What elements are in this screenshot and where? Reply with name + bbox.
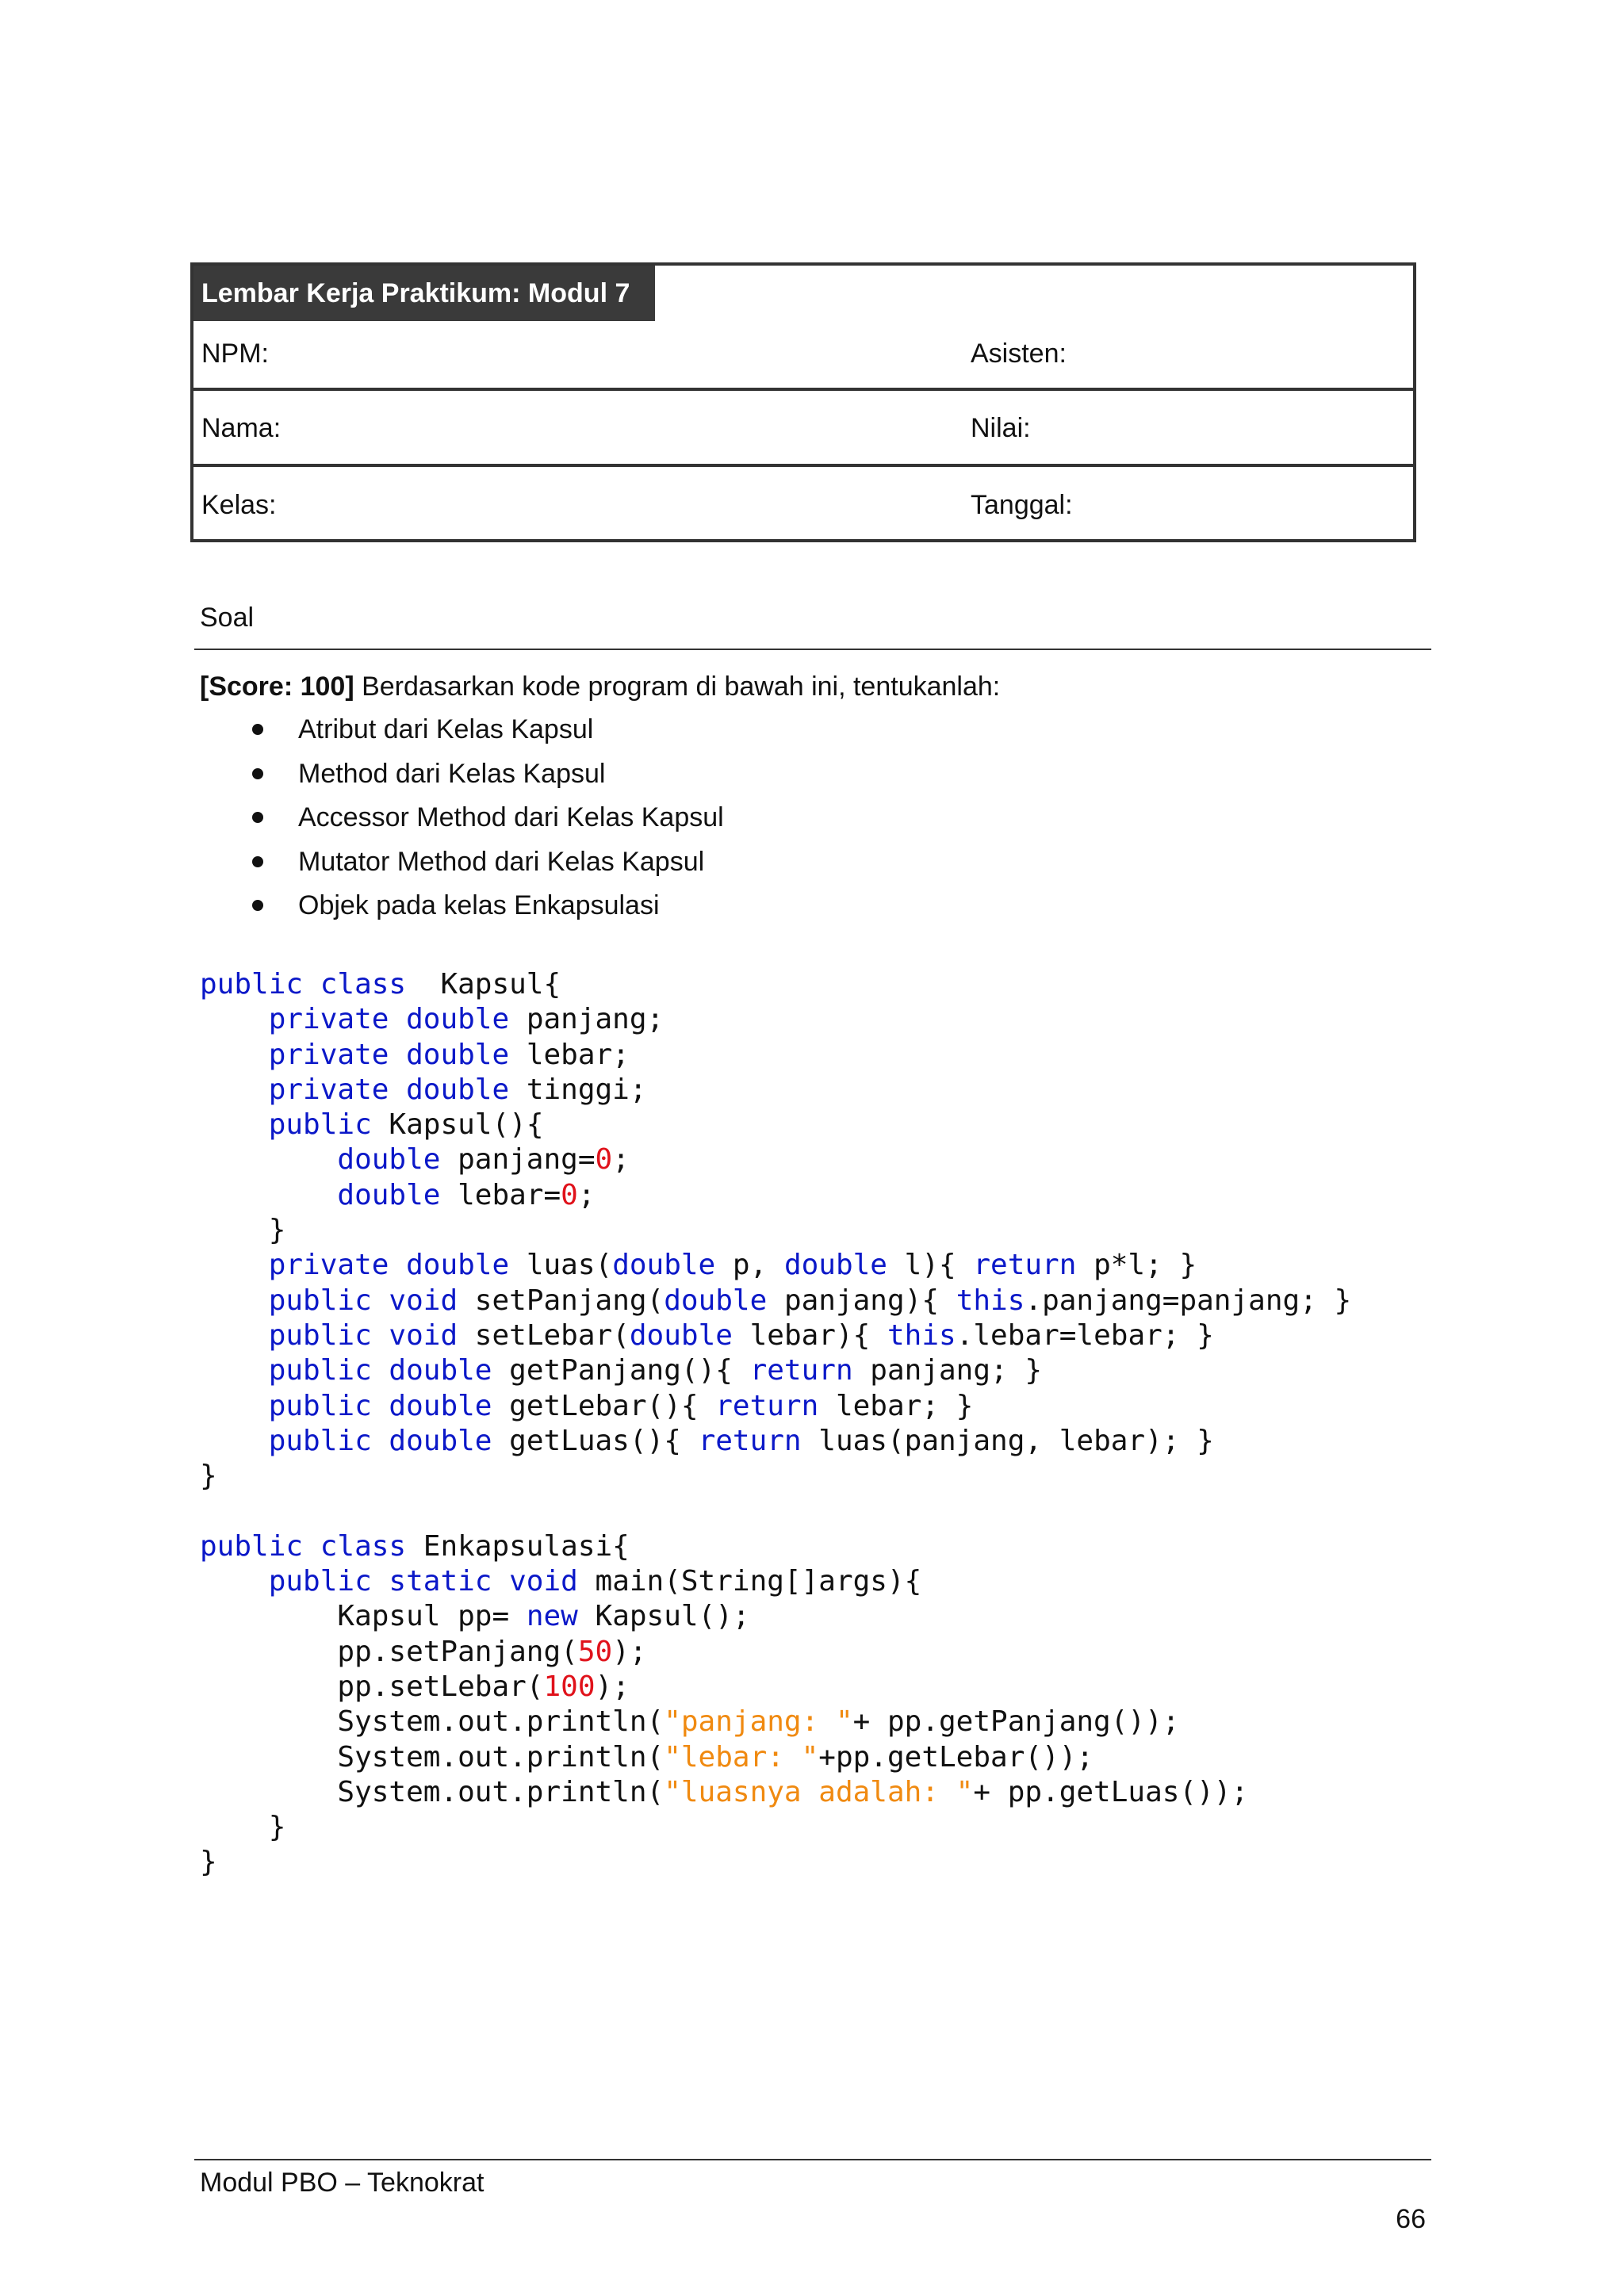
code-number: 0 <box>595 1143 613 1177</box>
code-keyword: double <box>783 1249 887 1282</box>
code-keyword: return <box>715 1389 819 1422</box>
code-line <box>200 1248 1351 1283</box>
code-text: main(String[]args){ <box>577 1565 922 1598</box>
code-string: "panjang: " <box>664 1705 853 1739</box>
page-number: 66 <box>1396 2204 1426 2234</box>
code-keyword: double <box>337 1178 441 1211</box>
code-text: pp.setPanjang( <box>200 1635 578 1668</box>
code-keyword: return <box>973 1249 1077 1282</box>
nama-label: Nama: <box>201 413 282 443</box>
row-divider <box>193 388 1413 391</box>
code-line <box>200 1142 1351 1177</box>
bullet-icon <box>252 768 263 779</box>
code-text <box>200 1108 269 1141</box>
code-text <box>200 1565 269 1598</box>
code-keyword: private double <box>268 1003 510 1036</box>
code-text: } <box>200 1214 286 1247</box>
code-text: Enkapsulasi{ <box>406 1529 630 1563</box>
code-text: lebar; } <box>818 1389 974 1422</box>
nilai-label: Nilai: <box>971 413 1031 443</box>
code-line <box>200 1635 1351 1670</box>
code-text: } <box>200 1811 286 1844</box>
code-text: ; <box>577 1178 596 1211</box>
code-text <box>200 1003 269 1035</box>
code-line <box>200 1599 1351 1634</box>
code-text <box>200 1179 337 1211</box>
code-text: System.out.println( <box>200 1705 665 1739</box>
code-line <box>200 1284 1351 1318</box>
code-text: System.out.println( <box>200 1775 665 1808</box>
kelas-label: Kelas: <box>201 490 277 520</box>
code-text: lebar= <box>440 1178 561 1211</box>
code-text: lebar; <box>509 1038 630 1071</box>
code-text <box>200 1425 269 1457</box>
code-keyword: public <box>268 1108 372 1142</box>
code-keyword: double <box>664 1284 768 1317</box>
code-keyword: this <box>956 1284 1025 1317</box>
soal-divider <box>194 649 1431 650</box>
bullet-icon <box>252 856 263 867</box>
code-text: ); <box>612 1635 647 1668</box>
tanggal-label: Tanggal: <box>971 490 1073 520</box>
code-text: ; <box>612 1143 630 1177</box>
code-text: p, <box>715 1249 784 1282</box>
code-line <box>200 1705 1351 1739</box>
code-listing <box>200 967 1351 1881</box>
code-text <box>200 1319 269 1352</box>
code-line <box>200 1810 1351 1845</box>
code-text <box>200 1073 269 1106</box>
code-keyword: private double <box>268 1249 510 1282</box>
code-keyword: public class <box>200 968 407 1001</box>
code-text: System.out.println( <box>200 1740 665 1774</box>
row-divider <box>193 464 1413 467</box>
code-text <box>200 1284 269 1317</box>
code-line <box>200 1178 1351 1213</box>
code-text: + pp.getLuas()); <box>973 1775 1249 1808</box>
npm-label: NPM: <box>201 339 269 369</box>
code-text: panjang; } <box>852 1354 1043 1387</box>
list-item: Mutator Method dari Kelas Kapsul <box>200 843 724 887</box>
code-line <box>200 1038 1351 1073</box>
code-text: panjang= <box>440 1143 596 1177</box>
asisten-label: Asisten: <box>971 339 1067 369</box>
code-line <box>200 967 1351 1002</box>
code-keyword: new <box>526 1600 578 1633</box>
question-items <box>200 710 724 931</box>
code-keyword: private double <box>268 1038 510 1071</box>
code-line <box>200 1424 1351 1459</box>
code-keyword: public class <box>200 1529 407 1563</box>
list-item: Method dari Kelas Kapsul <box>200 755 724 799</box>
soal-heading: Soal <box>200 603 255 633</box>
code-text: getLebar(){ <box>492 1389 716 1422</box>
list-item: Atribut dari Kelas Kapsul <box>200 710 724 755</box>
code-text: + pp.getPanjang()); <box>852 1705 1180 1739</box>
code-line <box>200 1775 1351 1810</box>
code-text: luas(panjang, lebar); } <box>801 1424 1214 1457</box>
code-keyword: double <box>629 1318 733 1352</box>
footer-divider <box>194 2159 1431 2160</box>
question-text <box>200 668 1000 706</box>
code-line <box>200 1494 1351 1529</box>
code-text: +pp.getLebar()); <box>818 1740 1094 1774</box>
code-text: getPanjang(){ <box>492 1354 750 1387</box>
worksheet-header-box <box>190 262 1416 542</box>
code-keyword: double <box>612 1249 716 1282</box>
code-line <box>200 1073 1351 1108</box>
code-text <box>200 1390 269 1422</box>
question-score: [Score: 100] <box>200 672 354 702</box>
code-number: 50 <box>577 1635 613 1668</box>
code-number: 100 <box>543 1670 596 1703</box>
code-keyword: return <box>749 1354 853 1387</box>
code-text: luas( <box>509 1249 613 1282</box>
code-text: Kapsul pp= <box>200 1600 527 1633</box>
code-text <box>200 1249 269 1281</box>
code-line <box>200 1459 1351 1494</box>
list-item: Objek pada kelas Enkapsulasi <box>200 886 724 931</box>
code-text: tinggi; <box>509 1073 647 1106</box>
code-text: setLebar( <box>458 1318 630 1352</box>
code-text: .panjang=panjang; } <box>1025 1284 1352 1317</box>
code-line <box>200 1529 1351 1564</box>
code-text <box>200 1354 269 1387</box>
code-text: .lebar=lebar; } <box>956 1318 1214 1352</box>
code-string: "lebar: " <box>664 1740 819 1774</box>
code-line <box>200 1353 1351 1388</box>
code-text: Kapsul(); <box>577 1600 750 1633</box>
code-text: panjang; <box>509 1003 665 1036</box>
code-keyword: public void <box>268 1284 458 1317</box>
code-line <box>200 1318 1351 1353</box>
code-text: setPanjang( <box>458 1284 665 1317</box>
code-keyword: public static void <box>268 1565 578 1598</box>
code-text: getLuas(){ <box>492 1424 699 1457</box>
code-keyword: this <box>887 1318 956 1352</box>
code-line <box>200 1670 1351 1705</box>
code-text: } <box>200 1846 217 1879</box>
code-text: } <box>200 1460 217 1493</box>
footer-text: Modul PBO – Teknokrat <box>200 2168 485 2198</box>
code-keyword: public double <box>268 1389 492 1422</box>
code-number: 0 <box>561 1178 578 1211</box>
code-keyword: public double <box>268 1424 492 1457</box>
bullet-icon <box>252 812 263 823</box>
code-line <box>200 1389 1351 1424</box>
question-instruction: Berdasarkan kode program di bawah ini, tentukanlah: <box>354 672 1001 702</box>
code-keyword: public void <box>268 1318 458 1352</box>
code-text: panjang){ <box>767 1284 956 1317</box>
code-keyword: return <box>698 1424 802 1457</box>
code-line <box>200 1002 1351 1037</box>
code-text: lebar){ <box>732 1318 887 1352</box>
code-keyword: public double <box>268 1354 492 1387</box>
code-line <box>200 1564 1351 1599</box>
code-text: p*l; } <box>1076 1249 1197 1282</box>
bullet-icon <box>252 900 263 911</box>
code-text: pp.setLebar( <box>200 1670 544 1703</box>
code-text: l){ <box>887 1249 974 1282</box>
code-keyword: private double <box>268 1073 510 1106</box>
code-text <box>200 1039 269 1071</box>
code-string: "luasnya adalah: " <box>664 1775 974 1808</box>
code-text: ); <box>595 1670 630 1703</box>
code-line <box>200 1213 1351 1248</box>
code-text <box>200 1143 337 1176</box>
code-keyword: double <box>337 1143 441 1177</box>
bullet-icon <box>252 724 263 735</box>
worksheet-title: Lembar Kerja Praktikum: Modul 7 <box>193 266 655 321</box>
code-text: Kapsul(){ <box>371 1108 544 1142</box>
code-line <box>200 1845 1351 1880</box>
code-line <box>200 1740 1351 1775</box>
list-item: Accessor Method dari Kelas Kapsul <box>200 798 724 843</box>
code-text: Kapsul{ <box>406 968 561 1001</box>
code-line <box>200 1108 1351 1142</box>
